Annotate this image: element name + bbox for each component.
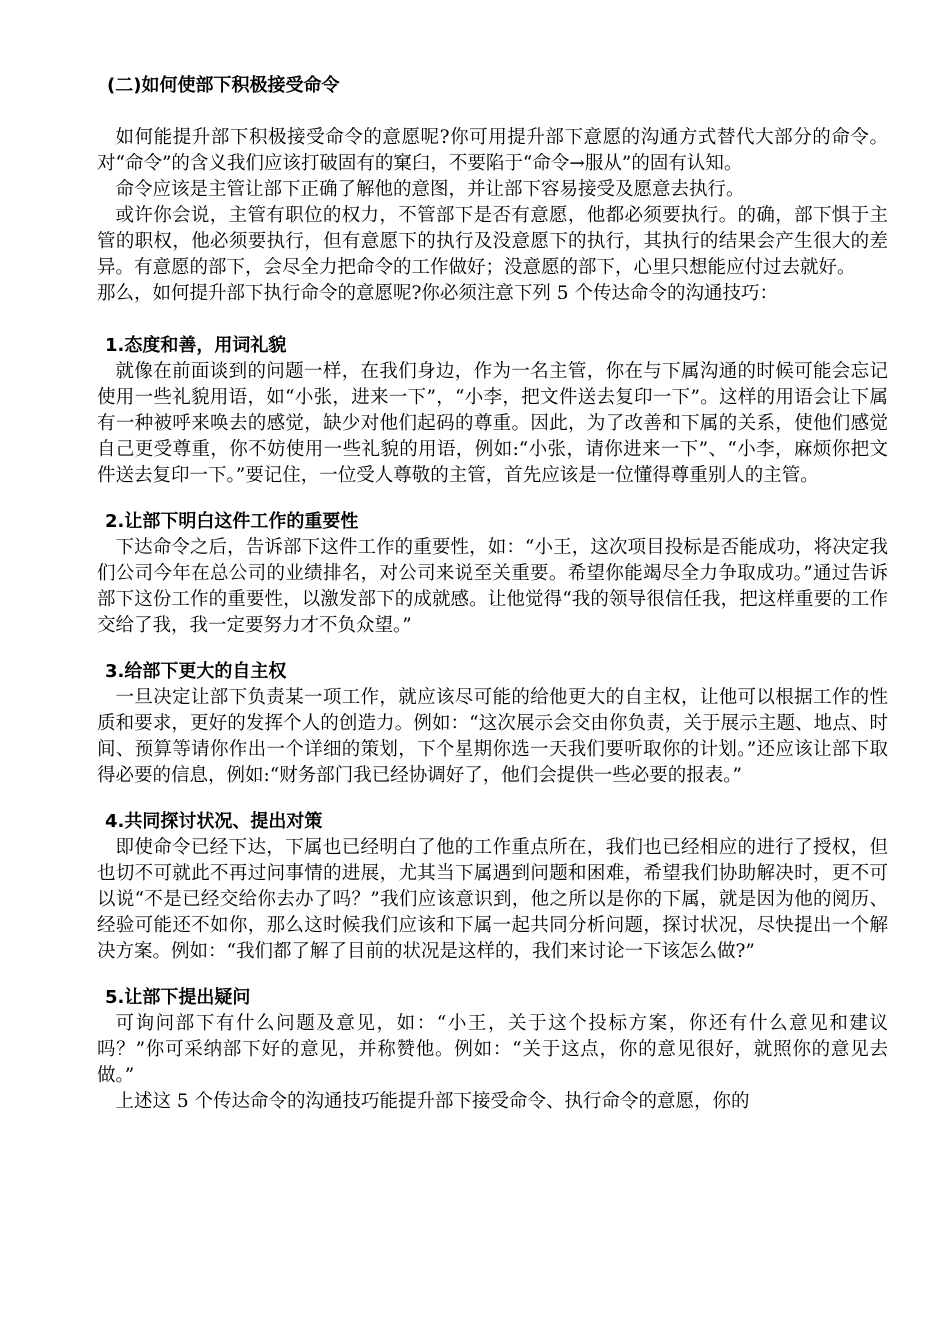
spacer xyxy=(97,489,888,509)
intro-paragraph: 命令应该是主管让部下正确了解他的意图，并让部下容易接受及愿意去执行。 xyxy=(115,179,745,200)
tip-body: 一旦决定让部下负责某一项工作，就应该尽可能的给他更大的自主权，让他可以根据工作的性质和要求，更好的发挥个人的创造力。例如：“这次展示会交由你负责，关于展示主题、地点、时间、预算等请你作出一个详细的策划，下个星期你选一天我们要听取你的计划。”还应该让部下取得必要的信息，例如:“财务部门我已经协调好了，他们会提供一些必要的报表。” xyxy=(97,687,888,786)
intro-paragraph: 或许你会说，主管有职位的权力，不管部下是否有意愿，他都必须要执行。的确，部下惧于主管的职权，他必须要执行，但有意愿下的执行及没意愿下的执行，其执行的结果会产生很大的差异。有意愿的部下，会尽全力把命令的工作做好；没意愿的部下，心里只想能应付过去就好。 xyxy=(97,205,888,278)
tip-heading: 4.共同探讨状况、提出对策 xyxy=(105,811,323,832)
tip-body: 即使命令已经下达，下属也已经明白了他的工作重点所在，我们也已经相应的进行了授权，但也切不可就此不再过问事情的进展，尤其当下属遇到问题和困难，希望我们协助解决时，更不可以说“不是已经交给你去办了吗？”我们应该意识到，他之所以是你的下属，就是因为他的阅历、经验可能还不如你，那么这时候我们应该和下属一起共同分析问题，探讨状况，尽快提出一个解决方案。例如：“我们都了解了目前的状况是这样的，我们来讨论一下该怎么做?” xyxy=(97,837,888,962)
spacer xyxy=(97,965,888,985)
tip-heading: 3.给部下更大的自主权 xyxy=(105,661,287,682)
tip-heading: 1.态度和善，用词礼貌 xyxy=(105,335,287,356)
tip-heading: 5.让部下提出疑问 xyxy=(105,987,251,1008)
tip-heading: 2.让部下明白这件工作的重要性 xyxy=(105,511,359,532)
closing-paragraph: 上述这 5 个传达命令的沟通技巧能提升部下接受命令、执行命令的意愿，你的 xyxy=(115,1091,750,1112)
spacer xyxy=(97,99,888,125)
spacer xyxy=(97,789,888,809)
spacer xyxy=(97,307,888,333)
intro-paragraph: 如何能提升部下积极接受命令的意愿呢?你可用提升部下意愿的沟通方式替代大部分的命令。对“命令”的含义我们应该打破固有的窠臼，不要陷于“命令→服从”的固有认知。 xyxy=(97,127,888,174)
tip-body: 下达命令之后，告诉部下这件工作的重要性，如：“小王，这次项目投标是否能成功，将决定我们公司今年在总公司的业绩排名，对公司来说至关重要。希望你能竭尽全力争取成功。”通过告诉部下这份工作的重要性，以激发部下的成就感。让他觉得“我的领导很信任我，把这样重要的工作交给了我，我一定要努力才不负众望。” xyxy=(97,537,888,636)
spacer xyxy=(97,639,888,659)
tip-body: 就像在前面谈到的问题一样，在我们身边，作为一名主管，你在与下属沟通的时候可能会忘记使用一些礼貌用语，如“小张，进来一下”，“小李，把文件送去复印一下”。这样的用语会让下属有一种被呼来唤去的感觉，缺少对他们起码的尊重。因此，为了改善和下属的关系，使他们感觉自己更受尊重，你不妨使用一些礼貌的用语，例如:“小张，请你进来一下”、“小李，麻烦你把文件送去复印一下。”要记住，一位受人尊敬的主管，首先应该是一位懂得尊重别人的主管。 xyxy=(97,361,888,486)
section-title: (二)如何使部下积极接受命令 xyxy=(107,75,340,96)
tip-body: 可询问部下有什么问题及意见，如：“小王，关于这个投标方案，你还有什么意见和建议吗？”你可采纳部下好的意见，并称赞他。例如：“关于这点，你的意见很好，就照你的意见去做。” xyxy=(97,1013,888,1086)
intro-paragraph: 那么，如何提升部下执行命令的意愿呢?你必须注意下列 5 个传达命令的沟通技巧： xyxy=(97,283,778,304)
